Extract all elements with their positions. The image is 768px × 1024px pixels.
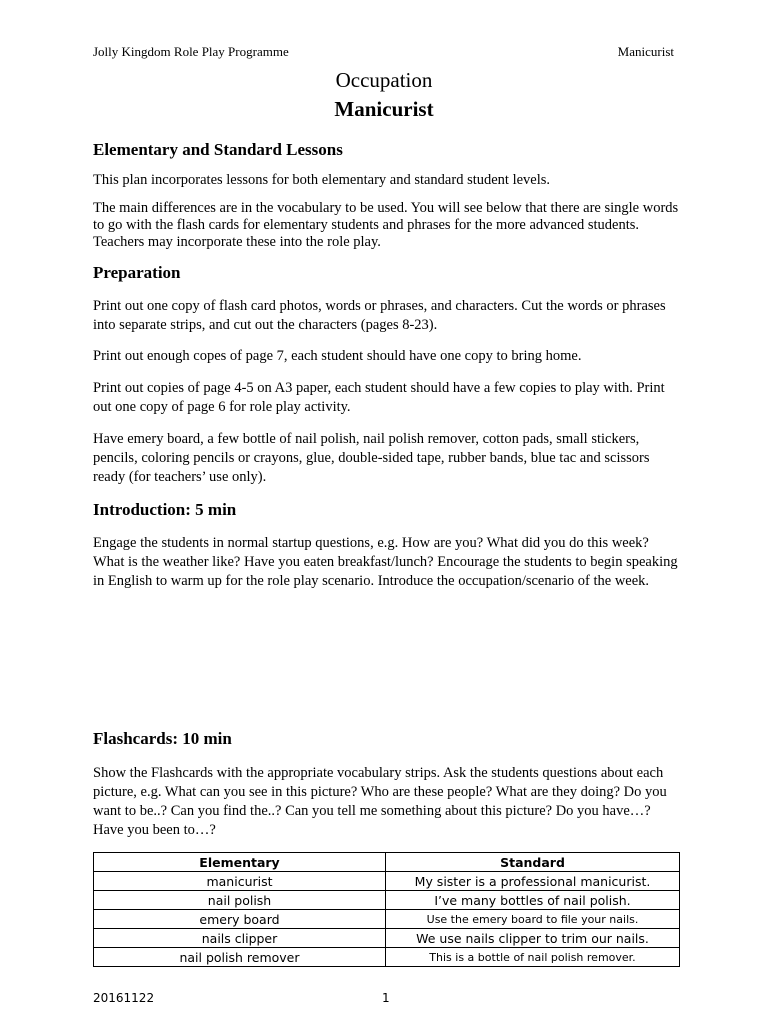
paragraph-preparation-1: Print out one copy of flash card photos, words or phrases, and characters. Cut the words or phrases into separate strips, and cut out the characters (pages 8-23). [93, 298, 666, 333]
header-occupation: Manicurist [617, 44, 674, 59]
table-cell-elementary: manicurist [94, 872, 386, 891]
table-row [94, 948, 680, 967]
paragraph-elementary-2: The main differences are in the vocabulary to be used. You will see below that there are single words to go with the flash cards for elementary students and phrases for the more advanced students. Teachers may incorporate these into the role play. [93, 200, 679, 250]
table-cell-elementary: nail polish [94, 891, 386, 910]
paragraph-introduction: Engage the students in normal startup questions, e.g. How are you? What did you do this week? What is the weather like? Have you eaten breakfast/lunch? Encourage the students to begin speaking in English to warm up for the role play scenario. Introduce the occupation/scenario of the week. [93, 535, 678, 589]
table-row [94, 910, 680, 929]
table-cell-standard: My sister is a professional manicurist. [386, 872, 680, 891]
table-cell-standard: This is a bottle of nail polish remover. [386, 948, 680, 967]
paragraph-preparation-2: Print out enough copes of page 7, each student should have one copy to bring home. [93, 348, 582, 364]
table-header-row [94, 853, 680, 872]
column-header-standard: Standard [386, 853, 680, 872]
paragraph-preparation-4: Have emery board, a few bottle of nail polish, nail polish remover, cotton pads, small stickers, pencils, coloring pencils or crayons, glue, double-sided tape, rubber bands, blue tac and scissors ready (for teachers’ use only). [93, 431, 650, 485]
title-occupation-name: Manicurist [334, 97, 434, 121]
heading-preparation: Preparation [93, 263, 181, 282]
table-row [94, 929, 680, 948]
title-occupation-label: Occupation [335, 68, 433, 92]
footer-page-number: 1 [382, 991, 390, 1005]
column-header-elementary: Elementary [94, 853, 386, 872]
table-cell-standard: Use the emery board to file your nails. [386, 910, 680, 929]
footer-date: 20161122 [93, 991, 155, 1005]
header-programme-name: Jolly Kingdom Role Play Programme [93, 44, 289, 59]
table-cell-standard: I’ve many bottles of nail polish. [386, 891, 680, 910]
table-cell-standard: We use nails clipper to trim our nails. [386, 929, 680, 948]
page-header [93, 44, 674, 60]
table-cell-elementary: nail polish remover [94, 948, 386, 967]
paragraph-preparation-3: Print out copies of page 4-5 on A3 paper, each student should have a few copies to play with. Print out one copy of page 6 for role play activity. [93, 380, 665, 415]
table-row [94, 891, 680, 910]
table-row [94, 872, 680, 891]
table-cell-elementary: nails clipper [94, 929, 386, 948]
heading-flashcards: Flashcards: 10 min [93, 729, 232, 748]
heading-elementary-standard: Elementary and Standard Lessons [93, 140, 343, 159]
table-cell-elementary: emery board [94, 910, 386, 929]
heading-introduction: Introduction: 5 min [93, 500, 237, 519]
paragraph-elementary-1: This plan incorporates lessons for both elementary and standard student levels. [93, 172, 551, 188]
paragraph-flashcards: Show the Flashcards with the appropriate vocabulary strips. Ask the students questions about each picture, e.g. What can you see in this picture? Who are these people? What are they doing? Do you want to be..? Can you find the..? Can you tell me something about this picture? Do you have…? Have you been to…? [93, 765, 667, 838]
vocabulary-table [93, 852, 680, 967]
